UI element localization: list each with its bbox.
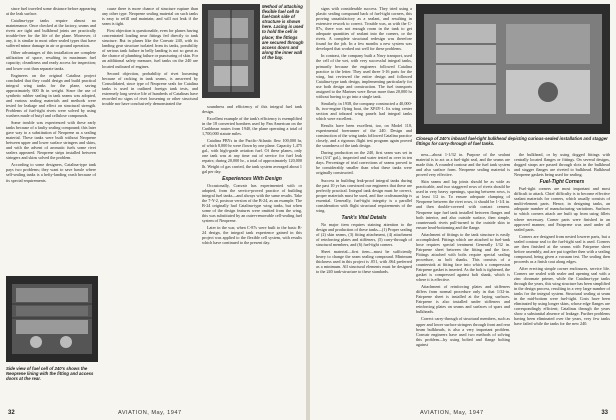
paragraph: Fuel-tight corners are most important and most difficult to attack. Chief difficulty is to become effective sealant materials for corners, which usually consists of multi-element parts. Hence, in designing tanks, an adequate number of manufacturing variations. Surfaces to which corners attach are built up from using fillets where necessary. Corner parts were finished in an approved manner, and Fairprene was used under all sealed parts. [514, 186, 610, 232]
paragraph: Second objection, probability of rivet loosening because of racking in tank seams, is answered by Consolidated, since type of Neoprene seals for Catalina tanks is used in outlined foreign tank tests, and extremely long service life of hundreds of Catalinas have recorded no signs of rivet loosening or other structural trouble nor have conclusively demonstrated the [102, 70, 198, 106]
paragraph: Catalina-type tanks require almost no maintenance. Once checked at the factory, seams and rivets are tight and bulkhead joints are practically trouble-free for the life of the plane. Moreover, if any, it is similar to most other sealed types that have suffered minor damage in air or ground operation. [6, 18, 96, 49]
paragraph: Skin seams and lap joints should be as wide as practicable, and two staggered rows of rivets should be used in very heavy openings, spacing between rows, is at least 1/2 in. To ensure adequate clamping of Neoprene between the rivet rows, it should be 1-1/4 in. and then double-covered with contact cement. Neoprene tape fuel tank installed between flanges and both interior, and also outside surface, then simple, countersunk rivets pull-turned to the outside skin to ensure head-bottoming and the flange. [416, 179, 510, 230]
right-page [310, 0, 616, 420]
closeup-caption: Closeup of 240's inboard fuel-tight bulkhead depicting curious-sealed installation and stagger fittings for carry-through of fuel tanks. [416, 136, 608, 147]
paragraph: soundness and efficiency of this integral fuel tank design. [202, 104, 302, 115]
paragraph: Excellent example of the tank's efficiency is exemplified in the 18 converted bombers used by Pan American on the Caribbean routes from 1940, the plane operating a total of 1,700,000 statute miles. [202, 116, 302, 137]
paragraph: According to some designers, Catalina-type tank pays two problems; they want to save hassle where self-sealing tanks is a hefty-landing crash because of its special requirements. [6, 162, 96, 183]
paragraph: since fuel traveled some distance before appearing at the leak surface. [6, 6, 96, 17]
paragraph: the bulkhead, or by using dogged fittings with centrally located flanges or fittings. On several designs, dogged straps are passed through slots in the bulkhead and stagger flanges are riveted to bulkhead. Bulkhead Neoprene gaskets being used for sealing. [514, 152, 610, 178]
right-column-2 [416, 152, 510, 398]
paragraph: Correct carry-through of structural members, such as upper and lower surface stringers through front and rear beam bulkheads, is also a very important problem. Convair engineers have used two methods of solving this problem—by using bolted and flange bolting against [416, 316, 510, 347]
paragraph: First objection is questionable, even for planes having concentrated loading near fittings fed directly to tank structure. But in planes like the Convair 240, with its landing gear structure isolated from its tanks, possibility of serious tank failure in belly landing is not so great as the chance of plumbing failure or puncturing of skin. For an additional safety measure, fuel tanks on the 240 are located outboard of engines. [102, 28, 198, 69]
method-caption: Method of attaching flexible fuel cell to fuel-tank side of structure is shown here. Lacing is used to hold the cell in place; the fittings are secured through access doors and along the inner wall of the bay. [262, 4, 304, 60]
left-column-3 [202, 104, 302, 398]
right-column-3 [514, 152, 610, 398]
paragraph: Success in building leak-proof integral tanks during the past 10 yr has convinced our engineers that these are perfectly practical. Integral tank design must be correct, proper materials must be used, and fine craftsmanship is essential. Generally, fuel-tight integrity is a parallel consideration with flight structural requirements of the wing. [316, 177, 412, 213]
bulkhead-closeup-photo [416, 4, 610, 134]
paragraph: Attachment of fittings to the tank structure is easily accomplished. Fittings which are attached to fuel-tank hose requires special treatment Generally 1/32 in. Fairprene sheet between the fitting and the face. Fittings attached with bolts require special sealing procedure, as bolt shanks. This consists of a countersink at fitting face into which a compression Fairprene gasket is inserted. As the bolt is tightened, the gasket is compressed against bolt shank, which is where it is effective. [416, 231, 510, 283]
paragraph: Attachment of reinforcing plates and stiffeners differs from normal procedure only in that 1/32-in. Fairprene sheet is installed at the laying surfaces. Fairprene is also installed under stiffeners and reinforcing plates on seams and surfaces of spars and bulkheads. [416, 284, 510, 315]
paragraph: signs with considerable success. They tried using a plastic sealing compound back of fuel-tight corners, this proving unsatisfactory as a sealant, and resulting in extensive rework to correct. Trouble was, as with the C-87s, there was not enough room in the tank to get adequate quantities of sealant into the corners, or the rivets. A complete structural redesign was therefore found for the job. In a few months a new system was developed that worked out well for these problems. [316, 6, 412, 52]
right-footer-issue: AVIATION, May, 1947 [420, 410, 484, 416]
section-heading: Experiences With Design [222, 175, 282, 182]
fuel-cell-side-photo [6, 276, 98, 362]
section-heading: Fuel-Tight Corners [539, 179, 585, 186]
left-footer-issue: AVIATION, May, 1947 [118, 410, 182, 416]
paragraph: Corners are designed from nested lowerer parts, but a sealed contour seal to the fuel-tight seal is used. Corners are then finished at the seams with Fairprene sheet before assembly, and are put together then with a sealing compound, being given a vacuum test. The sealing then proceeds as a finish coat along edges. [514, 233, 610, 264]
side-view-caption: Side view of fuel cell of 240's shows the Neoprene lining with the fitting and access doors at the rear. [6, 366, 94, 382]
section-heading: Tank's Vital Details [341, 214, 387, 221]
paragraph: After erecting simple corner enclosures, service life. Corners are sealed with sealer and opening seal with a zinc chromate primer, while the Catalina-type tanks through the years, this wing structure has been simplified in the design process, resulting in a very large number of tanks for the integral system. Structural sealing at seam in the mid-bottom were fuel-tight. Costs have been eliminated by using longer skins, whose edge flanges are correspondingly efficient; Catalinas through the years show a substantial absence of leakage. Further problems having been eliminated over the years, very few tanks have failed while the tanks for the new 240. [514, 265, 610, 327]
left-page-number: 32 [8, 410, 15, 416]
right-page-number: 33 [601, 410, 608, 416]
left-page [0, 0, 306, 420]
paragraph: cause there is more chance of structure rupture than any other type. Neoprene sealing material on such tanks is easy to refill and maintain; and will not leak if the seam is tight. [102, 6, 198, 27]
paragraph: Similarly, in 1938, the company constructed a 40,000-lb, two-engine flying boat, the XP4Y-1. Its wing center section and inboard wing panels had integral tanks which were excellent. [316, 100, 412, 121]
left-column-1 [6, 6, 96, 272]
paragraph: Some trouble was experienced with these early tanks because of a faulty sealing compound; this later gave way to a substitution of Neoprene as a sealing material. These tanks were built without Neoprene between upper and lower surface stringers and skins, and with the advent of aromatic fuels some rivet sealers appeared. Neoprene strips installed between stringers and skins solved the problem. [6, 119, 96, 161]
paragraph: Sheet material—first item—must be sufficiently heavy to change the seam sealing compound. Minimum thickness used in this project is .051, with .064 preferred as a minimum. All structural elements must be designed to the 240 tank-structure to these standards. [316, 249, 412, 275]
paragraph: Occasionally, Convair has experimented with or adopted, from the service-proved practice of building integral fuel tanks—and always with the same results. Take the 7-Y-2, postwar version of the B-24, as an example. The B-24 originally had Catalina-type wing tanks, but when some of the design features were omitted from the wing, this was substituted by an outer-removable cell-sealing fuel system of Neoprene. [202, 182, 302, 223]
paragraph: Engineers on the original Catalina project concluded that they could design and build practical integral wing tanks for the plane, saving approximately 600 lb in weight. Since the use of synthetic rubber sealing in tank seams was adopted, and various sealing materials and methods were tested for leakage and effect on structural strength. Problems of fuel-tight rivets were solved by using washers made of butyl and cellulose compounds. [6, 72, 96, 118]
paragraph: ness—about 1-1/32 in. Purpose of the sealant material is to act as a fuel-tight seal, and the seams are made thin. A rounded contour and the fuel tank system and also surface form. Neoprene sealing material is proved very effective. [416, 152, 510, 178]
paragraph: Later in the war, when C-87s were built to the basic B-24 design, the integral tank experience gained in this project was applied to the flexible cell system, with results which have continued to the present day. [202, 224, 302, 246]
left-column-2 [102, 6, 198, 398]
paragraph: Catalina PBYs in the Pacific-Atlantic flew 100,000 hr, of which 8,000 hr were flown by one plane. Capacity 1,475 gal., with high-grade aviation fuel. Of these planes, only one tank was at any time out of service for fuel leak repairs; during 20,000 hr., a total of approximately 120,000 lb. Weight of gas carried, the tank system averaged about 1 gal per day. [202, 138, 302, 174]
paragraph: No major item requires staining attention to the design and production of these tanks—(1) Proper sealing of (2) skin seams, (3) fitting attachment, (4) attachment of reinforcing plates and stiffeners, (5) carry-through of structural members, and (6) fuel-tight corners. [316, 221, 412, 248]
paragraph: Other advantages of this installation are complete utilization of space, resulting in maximum fuel capacity; cleanliness and ready access for inspection; and lower cost than separate tanks. [6, 50, 96, 71]
paragraph: During production on the 240, first seam was set in test (3/4" gal.), inspected and water tested as over in ten days. Percentage of trial corrections of seams proved to be considerably smaller than what these tanks were originally constructed. [316, 150, 412, 176]
right-column-1 [316, 6, 412, 398]
paragraph: In contrast, the company built a Navy transport, used the cell of the wet, with very successful integral tanks, primarily because the engineers followed Catalina practice to the letter. They used three 3-16 parts for the wing, but reviewed the entire design and followed Catalina-type tank design, implementing particularly for use both design and construction. The fuel transports assigned to the Marines were flown more than 20,000 hr without having to go into a single tank. [316, 53, 412, 99]
paragraph: Results have been excellent, too, on Model 110, experimental forerunner of the 240. Design and construction of the wing tanks followed Catalina practice closely, and a rigorous flight test program again proved the soundness of the tank design. [316, 123, 412, 149]
fuel-cell-attachment-photo [202, 4, 260, 98]
